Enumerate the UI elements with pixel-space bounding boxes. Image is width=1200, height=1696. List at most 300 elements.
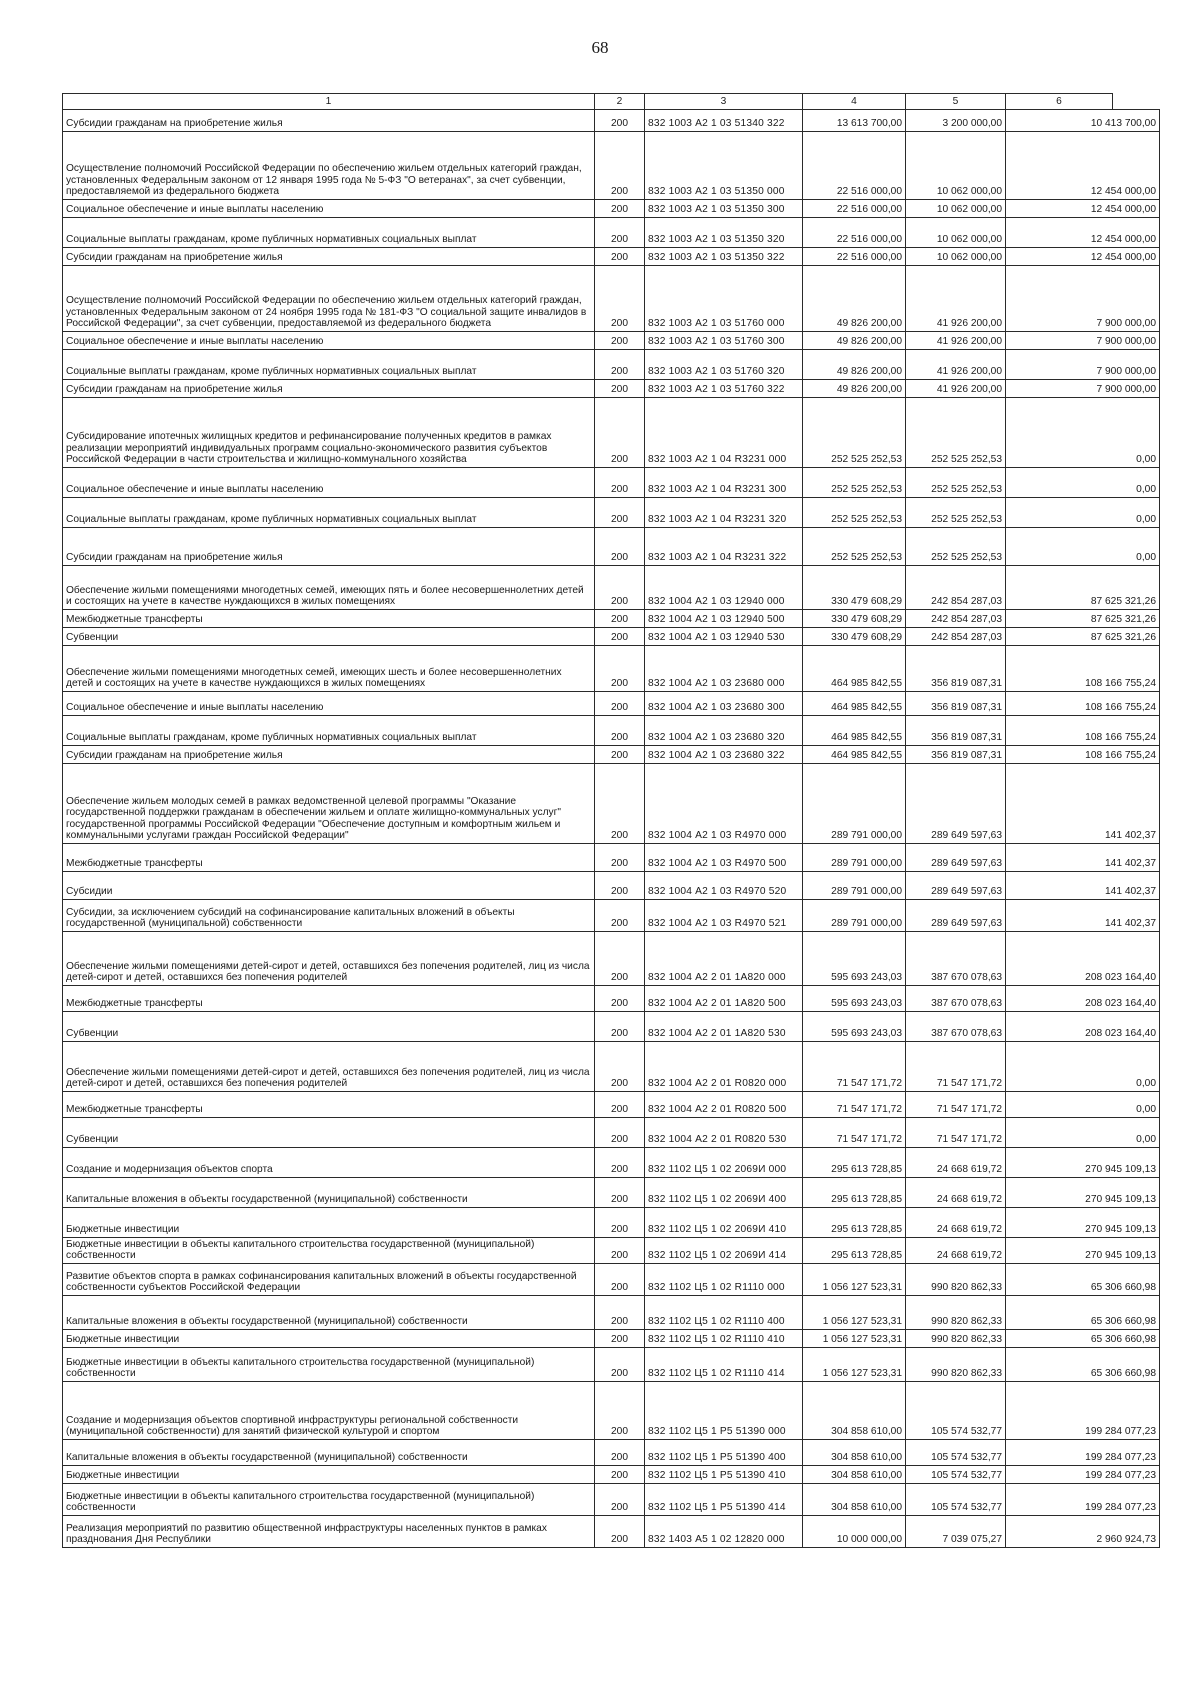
row-classification-code: 832 1004 А2 1 03 R4970 520 (645, 872, 803, 900)
row-line-code: 200 (595, 986, 645, 1012)
row-name: Субсидии гражданам на приобретение жилья (63, 746, 595, 764)
row-classification-code: 832 1003 А2 1 04 R3231 322 (645, 528, 803, 566)
row-approved-amount: 595 693 243,03 (803, 986, 906, 1012)
row-line-code: 200 (595, 1348, 645, 1382)
table-row (63, 610, 1160, 628)
row-unexecuted-amount: 0,00 (1006, 498, 1160, 528)
row-line-code: 200 (595, 610, 645, 628)
row-classification-code: 832 1004 А2 1 03 23680 322 (645, 746, 803, 764)
row-classification-code: 832 1004 А2 2 01 1А820 500 (645, 986, 803, 1012)
row-line-code: 200 (595, 332, 645, 350)
row-approved-amount: 49 826 200,00 (803, 332, 906, 350)
row-executed-amount: 105 574 532,77 (906, 1466, 1006, 1484)
row-unexecuted-amount: 12 454 000,00 (1006, 218, 1160, 248)
row-name: Обеспечение жильми помещениями многодетных семей, имеющих шесть и более несовершеннолетних детей и состоящих на учете в качестве нуждающихся в жилых помещениях (63, 646, 595, 692)
col-header-4: 4 (803, 94, 906, 110)
row-classification-code: 832 1004 А2 1 03 23680 320 (645, 716, 803, 746)
row-executed-amount: 242 854 287,03 (906, 566, 1006, 610)
row-classification-code: 832 1004 А2 2 01 1А820 000 (645, 932, 803, 986)
row-unexecuted-amount: 87 625 321,26 (1006, 628, 1160, 646)
row-executed-amount: 289 649 597,63 (906, 764, 1006, 844)
row-line-code: 200 (595, 528, 645, 566)
row-executed-amount: 105 574 532,77 (906, 1484, 1006, 1516)
row-classification-code: 832 1003 А2 1 04 R3231 000 (645, 398, 803, 468)
row-name: Субсидирование ипотечных жилищных кредитов и рефинансирование полученных кредитов в рамках реализации мероприятий индивидуальных программ социально-экономического развития субъектов Российской Федерации в части строительства и жилищно-коммунального хозяйства (63, 398, 595, 468)
row-approved-amount: 71 547 171,72 (803, 1042, 906, 1092)
row-approved-amount: 304 858 610,00 (803, 1440, 906, 1466)
table-row (63, 746, 1160, 764)
table-row (63, 1012, 1160, 1042)
row-name: Создание и модернизация объектов спорта (63, 1148, 595, 1178)
row-line-code: 200 (595, 566, 645, 610)
row-classification-code: 832 1102 Ц5 1 02 2069И 410 (645, 1208, 803, 1238)
row-line-code: 200 (595, 1148, 645, 1178)
row-unexecuted-amount: 12 454 000,00 (1006, 248, 1160, 266)
row-name: Бюджетные инвестиции (63, 1208, 595, 1238)
row-approved-amount: 252 525 252,53 (803, 468, 906, 498)
row-unexecuted-amount: 0,00 (1006, 398, 1160, 468)
row-executed-amount: 356 819 087,31 (906, 716, 1006, 746)
row-approved-amount: 304 858 610,00 (803, 1484, 906, 1516)
row-unexecuted-amount: 270 945 109,13 (1006, 1208, 1160, 1238)
row-classification-code: 832 1102 Ц5 1 02 2069И 000 (645, 1148, 803, 1178)
row-unexecuted-amount: 65 306 660,98 (1006, 1264, 1160, 1296)
row-executed-amount: 356 819 087,31 (906, 692, 1006, 716)
row-name: Субсидии гражданам на приобретение жилья (63, 380, 595, 398)
row-approved-amount: 13 613 700,00 (803, 110, 906, 132)
table-row (63, 628, 1160, 646)
row-executed-amount: 990 820 862,33 (906, 1296, 1006, 1330)
table-row (63, 332, 1160, 350)
row-line-code: 200 (595, 350, 645, 380)
table-row (63, 1042, 1160, 1092)
col-header-2: 2 (595, 94, 645, 110)
row-line-code: 200 (595, 1264, 645, 1296)
row-approved-amount: 464 985 842,55 (803, 716, 906, 746)
row-approved-amount: 289 791 000,00 (803, 900, 906, 932)
row-approved-amount: 22 516 000,00 (803, 132, 906, 200)
row-name: Обеспечение жильем молодых семей в рамках ведомственной целевой программы "Оказание государственной поддержки гражданам в обеспечении жильем и оплате жилищно-коммунальных услуг" государственной программы Российской Федерации "Обеспечение доступным и комфортным жильем и коммунальными услугами граждан Российской Федерации" (63, 764, 595, 844)
table-row (63, 1466, 1160, 1484)
row-line-code: 200 (595, 498, 645, 528)
row-approved-amount: 464 985 842,55 (803, 746, 906, 764)
row-executed-amount: 252 525 252,53 (906, 468, 1006, 498)
row-name: Субвенции (63, 1012, 595, 1042)
row-line-code: 200 (595, 380, 645, 398)
table-row (63, 900, 1160, 932)
row-executed-amount: 71 547 171,72 (906, 1118, 1006, 1148)
row-executed-amount: 289 649 597,63 (906, 844, 1006, 872)
row-unexecuted-amount: 270 945 109,13 (1006, 1148, 1160, 1178)
row-line-code: 200 (595, 1382, 645, 1440)
row-unexecuted-amount: 0,00 (1006, 1092, 1160, 1118)
row-approved-amount: 1 056 127 523,31 (803, 1264, 906, 1296)
row-unexecuted-amount: 7 900 000,00 (1006, 350, 1160, 380)
row-name: Бюджетные инвестиции (63, 1330, 595, 1348)
row-unexecuted-amount: 7 900 000,00 (1006, 266, 1160, 332)
row-line-code: 200 (595, 1238, 645, 1264)
row-classification-code: 832 1003 А2 1 03 51350 000 (645, 132, 803, 200)
row-line-code: 200 (595, 248, 645, 266)
row-name: Обеспечение жильми помещениями детей-сирот и детей, оставшихся без попечения родителей, лиц из числа детей-сирот и детей, оставшихся без попечения родителей (63, 932, 595, 986)
row-name: Бюджетные инвестиции (63, 1466, 595, 1484)
row-executed-amount: 990 820 862,33 (906, 1264, 1006, 1296)
row-unexecuted-amount: 12 454 000,00 (1006, 132, 1160, 200)
row-executed-amount: 242 854 287,03 (906, 628, 1006, 646)
row-approved-amount: 295 613 728,85 (803, 1238, 906, 1264)
row-classification-code: 832 1003 А2 1 03 51760 300 (645, 332, 803, 350)
row-line-code: 200 (595, 1330, 645, 1348)
row-approved-amount: 464 985 842,55 (803, 646, 906, 692)
row-executed-amount: 10 062 000,00 (906, 132, 1006, 200)
table-row (63, 1348, 1160, 1382)
row-line-code: 200 (595, 646, 645, 692)
row-executed-amount: 24 668 619,72 (906, 1148, 1006, 1178)
row-executed-amount: 252 525 252,53 (906, 528, 1006, 566)
row-approved-amount: 464 985 842,55 (803, 692, 906, 716)
table-row (63, 1440, 1160, 1466)
row-line-code: 200 (595, 932, 645, 986)
page-number: 68 (591, 38, 609, 57)
row-classification-code: 832 1102 Ц5 1 Р5 51390 400 (645, 1440, 803, 1466)
row-approved-amount: 252 525 252,53 (803, 398, 906, 468)
row-executed-amount: 289 649 597,63 (906, 900, 1006, 932)
row-classification-code: 832 1003 А2 1 03 51350 300 (645, 200, 803, 218)
row-name: Капитальные вложения в объекты государственной (муниципальной) собственности (63, 1440, 595, 1466)
row-name: Бюджетные инвестиции в объекты капитального строительства государственной (муниципальной) собственности (63, 1348, 595, 1382)
table-row (63, 872, 1160, 900)
row-name: Межбюджетные трансферты (63, 1092, 595, 1118)
row-line-code: 200 (595, 1516, 645, 1548)
row-name: Осуществление полномочий Российской Федерации по обеспечению жильем отдельных категорий граждан, установленных Федеральным законом от 12 января 1995 года № 5-ФЗ "О ветеранах", за счет субвенции, предоставляемой из федерального бюджета (63, 132, 595, 200)
row-unexecuted-amount: 65 306 660,98 (1006, 1348, 1160, 1382)
row-executed-amount: 41 926 200,00 (906, 350, 1006, 380)
table-row (63, 248, 1160, 266)
row-unexecuted-amount: 0,00 (1006, 1118, 1160, 1148)
row-classification-code: 832 1004 А2 1 03 23680 000 (645, 646, 803, 692)
row-approved-amount: 289 791 000,00 (803, 764, 906, 844)
row-classification-code: 832 1003 А2 1 03 51350 322 (645, 248, 803, 266)
row-classification-code: 832 1004 А2 1 03 12940 530 (645, 628, 803, 646)
row-name: Социальные выплаты гражданам, кроме публичных нормативных социальных выплат (63, 350, 595, 380)
row-approved-amount: 295 613 728,85 (803, 1148, 906, 1178)
row-unexecuted-amount: 0,00 (1006, 1042, 1160, 1092)
row-line-code: 200 (595, 872, 645, 900)
row-unexecuted-amount: 108 166 755,24 (1006, 646, 1160, 692)
row-line-code: 200 (595, 716, 645, 746)
table-row (63, 528, 1160, 566)
row-approved-amount: 330 479 608,29 (803, 628, 906, 646)
row-approved-amount: 595 693 243,03 (803, 932, 906, 986)
row-executed-amount: 356 819 087,31 (906, 746, 1006, 764)
row-unexecuted-amount: 108 166 755,24 (1006, 692, 1160, 716)
row-line-code: 200 (595, 266, 645, 332)
row-line-code: 200 (595, 1466, 645, 1484)
row-name: Межбюджетные трансферты (63, 986, 595, 1012)
row-executed-amount: 10 062 000,00 (906, 218, 1006, 248)
row-line-code: 200 (595, 1440, 645, 1466)
row-name: Субсидии, за исключением субсидий на софинансирование капитальных вложений в объекты государственной (муниципальной) собственности (63, 900, 595, 932)
row-line-code: 200 (595, 1118, 645, 1148)
row-classification-code: 832 1004 А2 1 03 R4970 521 (645, 900, 803, 932)
row-approved-amount: 295 613 728,85 (803, 1178, 906, 1208)
row-unexecuted-amount: 199 284 077,23 (1006, 1382, 1160, 1440)
table-row (63, 1148, 1160, 1178)
table-row (63, 1118, 1160, 1148)
row-classification-code: 832 1004 А2 2 01 R0820 000 (645, 1042, 803, 1092)
row-name: Капитальные вложения в объекты государственной (муниципальной) собственности (63, 1296, 595, 1330)
row-unexecuted-amount: 10 413 700,00 (1006, 110, 1160, 132)
row-line-code: 200 (595, 692, 645, 716)
row-approved-amount: 330 479 608,29 (803, 610, 906, 628)
row-unexecuted-amount: 2 960 924,73 (1006, 1516, 1160, 1548)
row-executed-amount: 24 668 619,72 (906, 1208, 1006, 1238)
row-name: Социальное обеспечение и иные выплаты населению (63, 332, 595, 350)
table-row (63, 380, 1160, 398)
row-executed-amount: 252 525 252,53 (906, 498, 1006, 528)
row-approved-amount: 71 547 171,72 (803, 1118, 906, 1148)
row-classification-code: 832 1102 Ц5 1 02 2069И 400 (645, 1178, 803, 1208)
col-header-5: 5 (906, 94, 1006, 110)
row-name: Социальные выплаты гражданам, кроме публичных нормативных социальных выплат (63, 716, 595, 746)
row-executed-amount: 41 926 200,00 (906, 266, 1006, 332)
table-row (63, 350, 1160, 380)
row-approved-amount: 1 056 127 523,31 (803, 1330, 906, 1348)
row-unexecuted-amount: 108 166 755,24 (1006, 746, 1160, 764)
row-approved-amount: 22 516 000,00 (803, 200, 906, 218)
row-unexecuted-amount: 208 023 164,40 (1006, 986, 1160, 1012)
table-row (63, 646, 1160, 692)
row-name: Субсидии (63, 872, 595, 900)
row-approved-amount: 49 826 200,00 (803, 350, 906, 380)
row-unexecuted-amount: 65 306 660,98 (1006, 1296, 1160, 1330)
row-name: Межбюджетные трансферты (63, 844, 595, 872)
row-line-code: 200 (595, 764, 645, 844)
row-name: Субвенции (63, 628, 595, 646)
table-row (63, 1238, 1160, 1264)
row-unexecuted-amount: 12 454 000,00 (1006, 200, 1160, 218)
row-unexecuted-amount: 270 945 109,13 (1006, 1178, 1160, 1208)
row-approved-amount: 22 516 000,00 (803, 248, 906, 266)
row-classification-code: 832 1004 А2 1 03 12940 000 (645, 566, 803, 610)
table-row (63, 764, 1160, 844)
row-executed-amount: 7 039 075,27 (906, 1516, 1006, 1548)
table-row (63, 110, 1160, 132)
row-classification-code: 832 1102 Ц5 1 Р5 51390 410 (645, 1466, 803, 1484)
row-classification-code: 832 1003 А2 1 03 51350 320 (645, 218, 803, 248)
row-name: Осуществление полномочий Российской Федерации по обеспечению жильем отдельных категорий граждан, установленных Федеральным законом от 24 ноября 1995 года № 181-ФЗ "О социальной защите инвалидов в Российской Федерации", за счет субвенции, предоставляемой из федерального бюджета (63, 266, 595, 332)
table-row (63, 932, 1160, 986)
row-unexecuted-amount: 0,00 (1006, 468, 1160, 498)
row-unexecuted-amount: 108 166 755,24 (1006, 716, 1160, 746)
row-executed-amount: 10 062 000,00 (906, 248, 1006, 266)
row-line-code: 200 (595, 398, 645, 468)
row-line-code: 200 (595, 1296, 645, 1330)
table-row (63, 566, 1160, 610)
row-executed-amount: 10 062 000,00 (906, 200, 1006, 218)
row-approved-amount: 289 791 000,00 (803, 872, 906, 900)
table-body (63, 110, 1160, 1548)
row-unexecuted-amount: 199 284 077,23 (1006, 1484, 1160, 1516)
row-name: Межбюджетные трансферты (63, 610, 595, 628)
table-row (63, 1382, 1160, 1440)
row-approved-amount: 595 693 243,03 (803, 1012, 906, 1042)
row-name: Создание и модернизация объектов спортивной инфраструктуры региональной собственности (муниципальной собственности) для занятий физической культурой и спортом (63, 1382, 595, 1440)
row-line-code: 200 (595, 746, 645, 764)
row-classification-code: 832 1004 А2 1 03 R4970 000 (645, 764, 803, 844)
row-executed-amount: 990 820 862,33 (906, 1330, 1006, 1348)
row-unexecuted-amount: 0,00 (1006, 528, 1160, 566)
row-executed-amount: 387 670 078,63 (906, 932, 1006, 986)
row-classification-code: 832 1102 Ц5 1 02 R1110 400 (645, 1296, 803, 1330)
row-name: Социальные выплаты гражданам, кроме публичных нормативных социальных выплат (63, 218, 595, 248)
row-line-code: 200 (595, 468, 645, 498)
row-executed-amount: 24 668 619,72 (906, 1178, 1006, 1208)
row-classification-code: 832 1102 Ц5 1 02 R1110 414 (645, 1348, 803, 1382)
row-line-code: 200 (595, 1178, 645, 1208)
row-classification-code: 832 1003 А2 1 03 51760 000 (645, 266, 803, 332)
row-unexecuted-amount: 199 284 077,23 (1006, 1440, 1160, 1466)
row-executed-amount: 3 200 000,00 (906, 110, 1006, 132)
row-classification-code: 832 1102 Ц5 1 02 R1110 410 (645, 1330, 803, 1348)
row-name: Бюджетные инвестиции в объекты капитального строительства государственной (муниципальной) собственности (63, 1238, 595, 1264)
table-row (63, 218, 1160, 248)
row-classification-code: 832 1004 А2 1 03 23680 300 (645, 692, 803, 716)
row-executed-amount: 387 670 078,63 (906, 986, 1006, 1012)
table-row (63, 1516, 1160, 1548)
row-executed-amount: 990 820 862,33 (906, 1348, 1006, 1382)
row-unexecuted-amount: 141 402,37 (1006, 872, 1160, 900)
row-executed-amount: 41 926 200,00 (906, 332, 1006, 350)
row-classification-code: 832 1102 Ц5 1 Р5 51390 414 (645, 1484, 803, 1516)
row-unexecuted-amount: 87 625 321,26 (1006, 566, 1160, 610)
row-unexecuted-amount: 7 900 000,00 (1006, 380, 1160, 398)
row-line-code: 200 (595, 1484, 645, 1516)
table-row (63, 266, 1160, 332)
row-line-code: 200 (595, 1042, 645, 1092)
row-executed-amount: 71 547 171,72 (906, 1092, 1006, 1118)
row-name: Социальное обеспечение и иные выплаты населению (63, 468, 595, 498)
row-approved-amount: 10 000 000,00 (803, 1516, 906, 1548)
row-classification-code: 832 1003 А2 1 03 51760 322 (645, 380, 803, 398)
row-unexecuted-amount: 270 945 109,13 (1006, 1238, 1160, 1264)
row-name: Капитальные вложения в объекты государственной (муниципальной) собственности (63, 1178, 595, 1208)
table-row (63, 986, 1160, 1012)
row-executed-amount: 41 926 200,00 (906, 380, 1006, 398)
header-row (63, 94, 1160, 110)
row-unexecuted-amount: 208 023 164,40 (1006, 932, 1160, 986)
row-executed-amount: 71 547 171,72 (906, 1042, 1006, 1092)
row-unexecuted-amount: 7 900 000,00 (1006, 332, 1160, 350)
table-row (63, 1484, 1160, 1516)
row-classification-code: 832 1004 А2 1 03 R4970 500 (645, 844, 803, 872)
table-row (63, 468, 1160, 498)
table-row (63, 398, 1160, 468)
row-unexecuted-amount: 208 023 164,40 (1006, 1012, 1160, 1042)
row-name: Субсидии гражданам на приобретение жилья (63, 248, 595, 266)
table-row (63, 1208, 1160, 1238)
row-classification-code: 832 1004 А2 1 03 12940 500 (645, 610, 803, 628)
row-name: Бюджетные инвестиции в объекты капитального строительства государственной (муниципальной) собственности (63, 1484, 595, 1516)
table-row (63, 132, 1160, 200)
row-approved-amount: 71 547 171,72 (803, 1092, 906, 1118)
row-approved-amount: 252 525 252,53 (803, 498, 906, 528)
row-classification-code: 832 1102 Ц5 1 02 R1110 000 (645, 1264, 803, 1296)
row-name: Субсидии гражданам на приобретение жилья (63, 528, 595, 566)
row-classification-code: 832 1004 А2 2 01 R0820 500 (645, 1092, 803, 1118)
table-row (63, 498, 1160, 528)
row-unexecuted-amount: 141 402,37 (1006, 844, 1160, 872)
row-name: Субсидии гражданам на приобретение жилья (63, 110, 595, 132)
col-header-3: 3 (645, 94, 803, 110)
row-classification-code: 832 1003 А2 1 03 51760 320 (645, 350, 803, 380)
row-unexecuted-amount: 65 306 660,98 (1006, 1330, 1160, 1348)
table-row (63, 200, 1160, 218)
row-name: Социальные выплаты гражданам, кроме публичных нормативных социальных выплат (63, 498, 595, 528)
table-row (63, 844, 1160, 872)
row-executed-amount: 356 819 087,31 (906, 646, 1006, 692)
row-line-code: 200 (595, 900, 645, 932)
row-name: Обеспечение жильми помещениями многодетных семей, имеющих пять и более несовершеннолетних детей и состоящих на учете в качестве нуждающихся в жилых помещениях (63, 566, 595, 610)
table-row (63, 1178, 1160, 1208)
row-approved-amount: 252 525 252,53 (803, 528, 906, 566)
row-line-code: 200 (595, 132, 645, 200)
row-approved-amount: 304 858 610,00 (803, 1382, 906, 1440)
row-line-code: 200 (595, 1092, 645, 1118)
row-line-code: 200 (595, 218, 645, 248)
col-header-1: 1 (63, 94, 595, 110)
row-classification-code: 832 1403 А5 1 02 12820 000 (645, 1516, 803, 1548)
row-approved-amount: 289 791 000,00 (803, 844, 906, 872)
row-classification-code: 832 1003 А2 1 04 R3231 300 (645, 468, 803, 498)
row-unexecuted-amount: 87 625 321,26 (1006, 610, 1160, 628)
row-name: Обеспечение жильми помещениями детей-сирот и детей, оставшихся без попечения родителей, лиц из числа детей-сирот и детей, оставшихся без попечения родителей (63, 1042, 595, 1092)
row-classification-code: 832 1003 А2 1 04 R3231 320 (645, 498, 803, 528)
table-row (63, 692, 1160, 716)
table-row (63, 1092, 1160, 1118)
row-unexecuted-amount: 141 402,37 (1006, 764, 1160, 844)
row-classification-code: 832 1003 А2 1 03 51340 322 (645, 110, 803, 132)
row-classification-code: 832 1004 А2 2 01 R0820 530 (645, 1118, 803, 1148)
row-unexecuted-amount: 199 284 077,23 (1006, 1466, 1160, 1484)
row-name: Социальное обеспечение и иные выплаты населению (63, 692, 595, 716)
table-row (63, 1330, 1160, 1348)
row-name: Субвенции (63, 1118, 595, 1148)
row-line-code: 200 (595, 110, 645, 132)
row-name: Реализация мероприятий по развитию общественной инфраструктуры населенных пунктов в рамках празднования Дня Республики (63, 1516, 595, 1548)
table-row (63, 1296, 1160, 1330)
row-approved-amount: 1 056 127 523,31 (803, 1348, 906, 1382)
col-header-6: 6 (1006, 94, 1113, 110)
table-row (63, 716, 1160, 746)
table-row (63, 1264, 1160, 1296)
row-classification-code: 832 1004 А2 2 01 1А820 530 (645, 1012, 803, 1042)
row-line-code: 200 (595, 844, 645, 872)
row-line-code: 200 (595, 1208, 645, 1238)
row-line-code: 200 (595, 1012, 645, 1042)
row-executed-amount: 105 574 532,77 (906, 1382, 1006, 1440)
row-executed-amount: 289 649 597,63 (906, 872, 1006, 900)
row-line-code: 200 (595, 628, 645, 646)
row-executed-amount: 242 854 287,03 (906, 610, 1006, 628)
row-executed-amount: 24 668 619,72 (906, 1238, 1006, 1264)
row-approved-amount: 295 613 728,85 (803, 1208, 906, 1238)
row-executed-amount: 252 525 252,53 (906, 398, 1006, 468)
budget-execution-table (62, 93, 1160, 1548)
row-approved-amount: 49 826 200,00 (803, 266, 906, 332)
row-approved-amount: 304 858 610,00 (803, 1466, 906, 1484)
row-classification-code: 832 1102 Ц5 1 02 2069И 414 (645, 1238, 803, 1264)
